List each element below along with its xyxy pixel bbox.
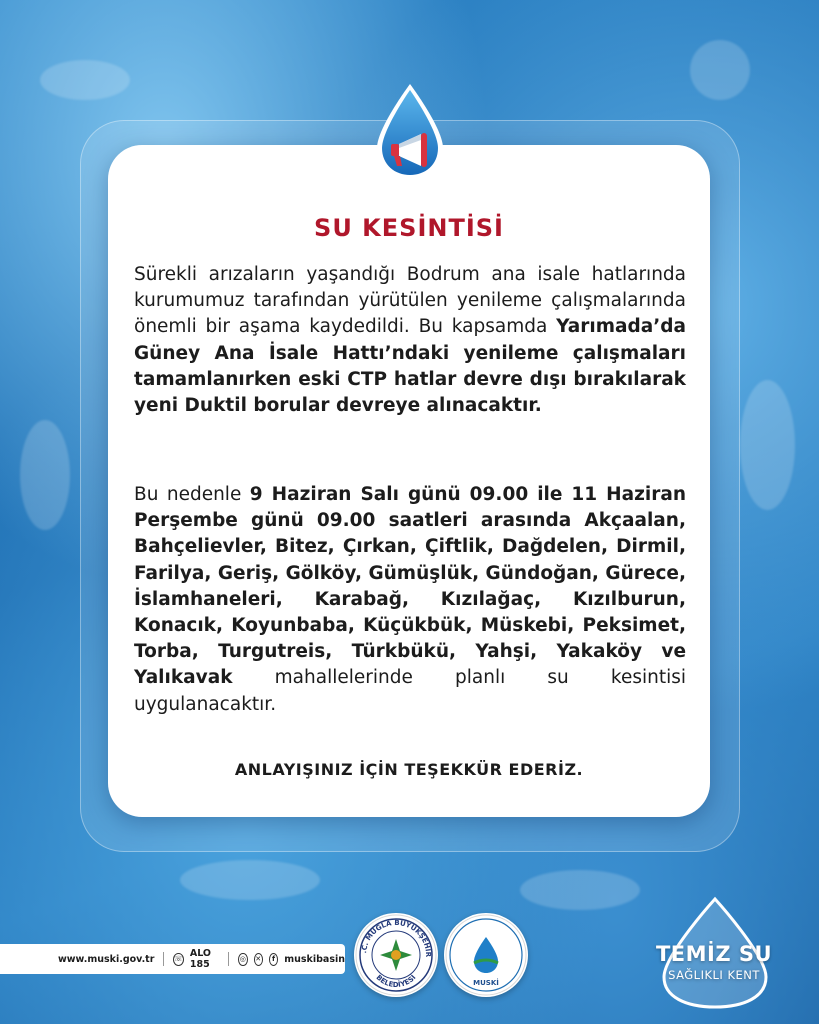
- brand-title: TEMİZ SU: [655, 942, 773, 966]
- facebook-icon[interactable]: f: [269, 953, 278, 966]
- water-splash: [180, 860, 320, 900]
- water-splash: [520, 870, 640, 910]
- divider: [163, 952, 164, 966]
- seal-bottom-text: BELEDİYESİ: [374, 973, 418, 990]
- muski-seal-logo: [444, 913, 528, 997]
- muski-label: MUSKİ: [473, 979, 499, 987]
- seal-top-text: .C. MUĞLA BÜYÜKŞEHİR: [360, 918, 433, 958]
- paragraph-2-bold: 9 Haziran Salı günü 09.00 ile 11 Haziran Perşembe günü 09.00 saatleri arasında Akçaalan, Bahçelievler, Bitez, Çırkan, Çiftlik, Dağdelen, Dirmil, Farilya, Geriş, Gölköy, Gümüşlük, Gündoğan, Gürece, İslamhaneleri, Karabağ, Kızılağaç, Kızılburun, Konacık, Koyunbaba, Küçükbük, Müskebi, Peksimet, Torba, Turgutreis, Türkbükü, Yahşi, Yakaköy ve Yalıkavak: [134, 484, 686, 689]
- divider: [228, 952, 229, 966]
- paragraph-1-bold: Yarımada’da Güney Ana İsale Hattı’ndaki yenileme çalışmaları tamamlanırken eski CTP hatlar devre dışı bırakılarak yeni Duktil borular devreye alınacaktır.: [134, 316, 686, 417]
- paragraph-2: [134, 482, 686, 718]
- website-link[interactable]: www.muski.gov.tr: [58, 953, 155, 965]
- water-splash: [20, 420, 70, 530]
- footer-contact-bar: [0, 944, 345, 974]
- headset-icon: ☏: [173, 953, 184, 966]
- instagram-icon[interactable]: ◎: [238, 953, 247, 966]
- municipality-seal-logo: [354, 913, 438, 997]
- thanks-message: ANLAYIŞINIZ İÇİN TEŞEKKÜR EDERİZ.: [234, 760, 584, 779]
- social-handle[interactable]: muskibasin: [284, 953, 346, 965]
- paragraph-2-outro: mahallelerinde planlı su kesintisi uygulanacaktır.: [134, 667, 686, 715]
- megaphone-drop-icon: [373, 82, 447, 182]
- paragraph-1: [134, 262, 686, 419]
- water-splash: [740, 380, 795, 510]
- water-splash: [690, 40, 750, 100]
- page-title: SU KESİNTİSİ: [314, 214, 504, 242]
- brand-subtitle: SAĞLIKLI KENT: [668, 968, 760, 982]
- water-splash: [40, 60, 130, 100]
- paragraph-1-intro: Sürekli arızaların yaşandığı Bodrum ana isale hatlarında kurumumuz tarafından yürütülen yenileme çalışmalarında önemli bir aşama kaydedildi. Bu kapsamda: [134, 264, 686, 338]
- phone-number: ALO 185: [189, 948, 212, 970]
- paragraph-2-intro: Bu nedenle: [134, 484, 250, 505]
- x-icon[interactable]: ✕: [254, 953, 263, 966]
